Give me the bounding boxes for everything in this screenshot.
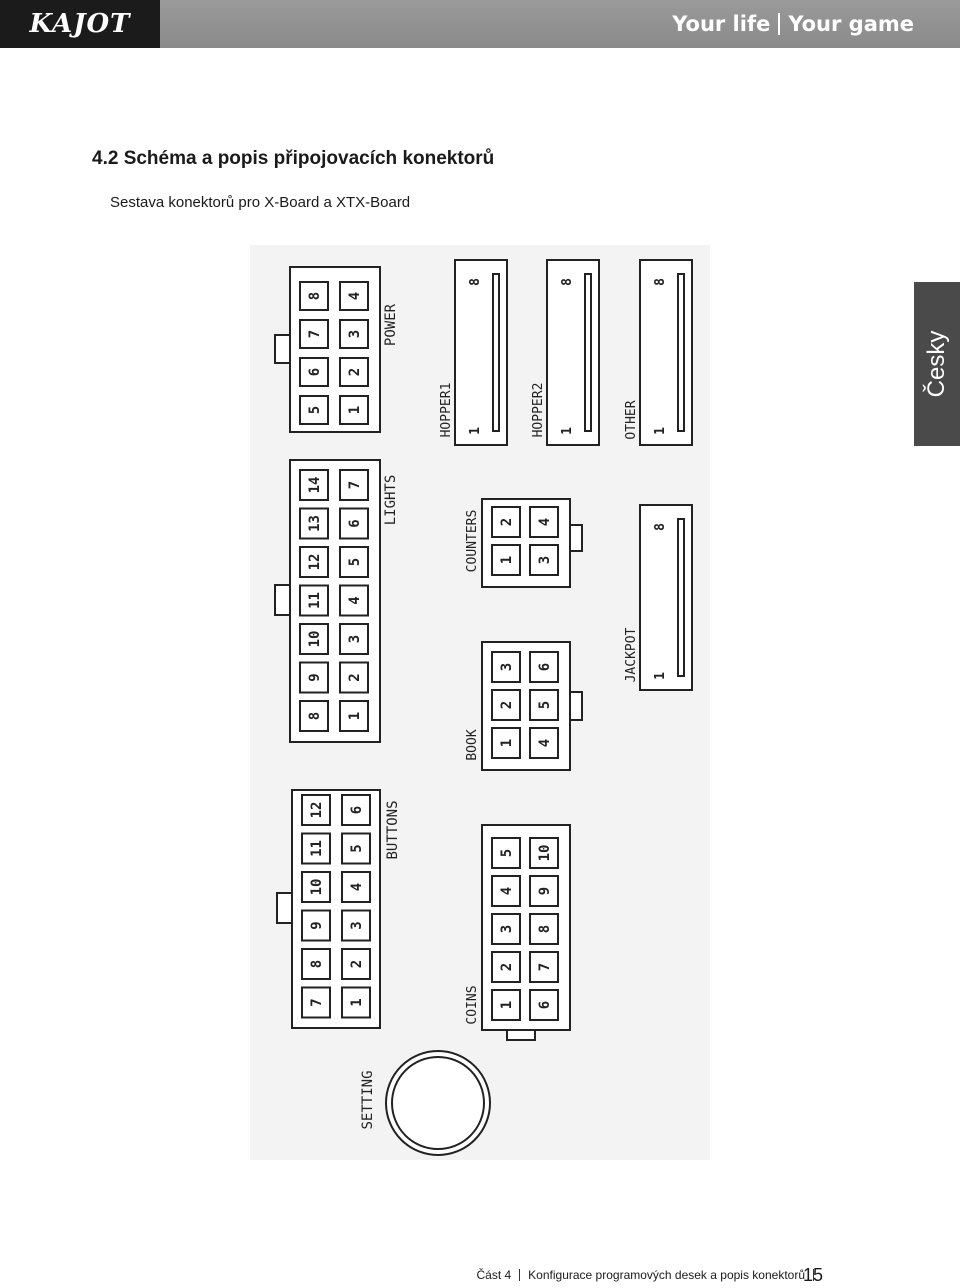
lights-pin-4: 4 xyxy=(347,596,363,605)
other-pin-end: 8 xyxy=(653,278,668,286)
hopper2-label: HOPPER2 xyxy=(531,382,546,438)
lights-pin-10: 10 xyxy=(307,630,323,648)
coins-pin-7: 7 xyxy=(537,962,553,972)
setting-label: SETTING xyxy=(360,1070,376,1130)
coins-pin-10: 10 xyxy=(537,844,553,862)
buttons-pin-9: 9 xyxy=(309,921,325,930)
book-pin-4: 4 xyxy=(537,738,553,748)
footer xyxy=(476,1268,822,1282)
power-pin-2: 2 xyxy=(347,367,363,377)
buttons-pin-3: 3 xyxy=(349,921,365,930)
connector-diagram xyxy=(250,245,710,1160)
coins-pin-9: 9 xyxy=(537,886,553,896)
coins-pin-3: 3 xyxy=(499,924,515,934)
lights-pin-8: 8 xyxy=(307,711,323,721)
jackpot-pin-start: 1 xyxy=(653,672,668,680)
lights-pin-11: 11 xyxy=(307,592,323,609)
power-pin-5: 5 xyxy=(307,405,323,415)
lights-pin-1: 1 xyxy=(347,711,363,721)
hopper1-pin-start: 1 xyxy=(468,427,483,435)
buttons-pin-5: 5 xyxy=(349,844,365,853)
book-pin-6: 6 xyxy=(537,662,553,672)
footer-chapter: Konfigurace programových desek a popis konektorů xyxy=(528,1268,805,1282)
counters-pin-4: 4 xyxy=(537,517,553,527)
coins-pin-6: 6 xyxy=(537,1000,553,1010)
lights-pin-7: 7 xyxy=(347,480,363,490)
lights-label: LIGHTS xyxy=(383,474,399,526)
hopper1-pin-end: 8 xyxy=(468,278,483,286)
counters-pin-3: 3 xyxy=(537,555,553,565)
counters-label: COUNTERS xyxy=(465,509,480,573)
buttons-pin-7: 7 xyxy=(309,998,325,1007)
lights-pin-14: 14 xyxy=(307,476,323,494)
lights-pin-5: 5 xyxy=(347,557,363,567)
counters-pin-2: 2 xyxy=(499,517,515,527)
buttons-pin-12: 12 xyxy=(309,801,325,819)
slogan-right: Your game xyxy=(788,12,914,36)
book-pin-5: 5 xyxy=(537,700,553,710)
coins-pin-5: 5 xyxy=(499,848,515,858)
lights-pin-2: 2 xyxy=(347,673,363,682)
page-number: 15 xyxy=(803,1265,824,1285)
footer-part: Část 4 xyxy=(476,1268,512,1282)
footer-divider xyxy=(519,1269,520,1281)
book-pin-3: 3 xyxy=(499,662,515,672)
other-label: OTHER xyxy=(624,400,639,440)
buttons-pin-4: 4 xyxy=(349,882,365,892)
lights-pin-6: 6 xyxy=(347,519,363,528)
buttons-pin-10: 10 xyxy=(309,878,325,896)
power-pin-6: 6 xyxy=(307,367,323,377)
hopper1-label: HOPPER1 xyxy=(439,382,454,438)
coins-label: COINS xyxy=(465,985,480,1025)
other-pin-start: 1 xyxy=(653,427,668,435)
buttons-label: BUTTONS xyxy=(385,800,401,860)
power-pin-7: 7 xyxy=(307,329,323,339)
lights-pin-12: 12 xyxy=(307,553,323,571)
power-pin-1: 1 xyxy=(347,405,363,415)
hopper2-pin-start: 1 xyxy=(560,427,575,435)
book-pin-2: 2 xyxy=(499,700,515,710)
buttons-pin-8: 8 xyxy=(309,959,325,969)
lights-pin-9: 9 xyxy=(307,673,323,682)
slogan xyxy=(672,12,914,36)
slogan-divider xyxy=(778,13,780,35)
coins-pin-2: 2 xyxy=(499,962,515,972)
logo-text: KAJOT xyxy=(29,9,131,39)
slogan-left: Your life xyxy=(672,12,771,36)
setting-knob xyxy=(386,1051,490,1155)
language-tab-label: Česky xyxy=(923,330,950,398)
lights-pin-13: 13 xyxy=(307,515,323,532)
power-pin-3: 3 xyxy=(347,329,363,339)
buttons-pin-11: 11 xyxy=(309,840,325,857)
coins-pin-4: 4 xyxy=(499,886,515,896)
book-pin-1: 1 xyxy=(499,738,515,748)
buttons-pin-2: 2 xyxy=(349,959,365,969)
coins-pin-1: 1 xyxy=(499,1000,515,1010)
counters-pin-1: 1 xyxy=(499,555,515,565)
section-subtitle: Sestava konektorů pro X-Board a XTX-Board xyxy=(110,194,411,211)
power-pin-8: 8 xyxy=(307,291,323,301)
buttons-pin-6: 6 xyxy=(349,805,365,815)
brand-logo xyxy=(0,0,160,48)
book-label: BOOK xyxy=(465,729,480,761)
language-tab xyxy=(914,282,960,446)
power-label: POWER xyxy=(383,303,399,347)
coins-pin-8: 8 xyxy=(537,924,553,934)
power-pin-4: 4 xyxy=(347,291,363,301)
jackpot-pin-end: 8 xyxy=(653,523,668,531)
hopper2-pin-end: 8 xyxy=(560,278,575,286)
header-bar xyxy=(0,0,960,48)
buttons-pin-1: 1 xyxy=(349,998,365,1007)
lights-pin-3: 3 xyxy=(347,634,363,644)
jackpot-label: JACKPOT xyxy=(624,627,639,683)
section-title: 4.2 Schéma a popis připojovacích konektorů xyxy=(92,148,495,169)
